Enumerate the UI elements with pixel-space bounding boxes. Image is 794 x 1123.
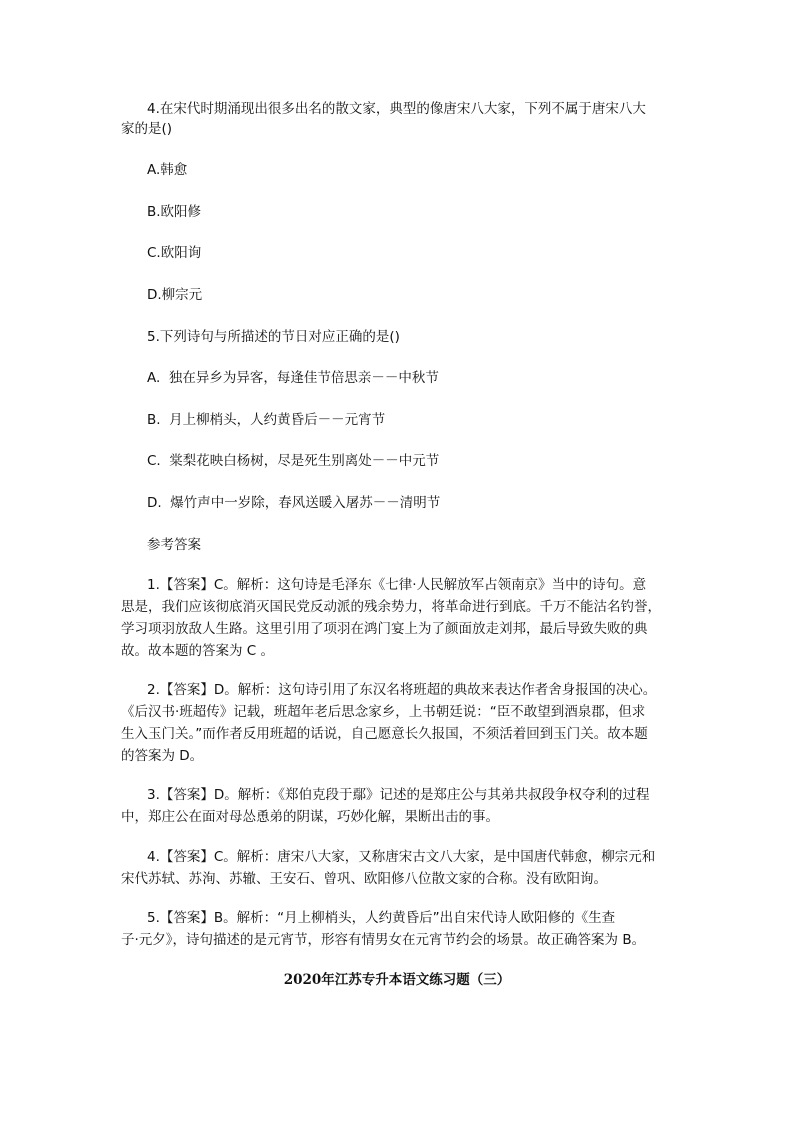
answer2-line1: 2.【答案】D。解析：这句诗引用了东汉名将班超的典故来表达作者舍身报国的决心。	[147, 682, 657, 698]
q5-stem: 5.下列诗句与所描述的节日对应正确的是()	[147, 329, 400, 345]
answer5-line1: 5.【答案】B。解析：“月上柳梢头，人约黄昏后”出自宋代诗人欧阳修的《生查	[147, 910, 616, 926]
answer5-line2: 子·元夕》，诗句描述的是元宵节，形容有情男女在元宵节约会的场景。故正确答案为 B。	[121, 932, 646, 948]
answer4-line1: 4.【答案】C。解析：唐宋八大家，又称唐宋古文八大家，是中国唐代韩愈，柳宗元和	[147, 849, 656, 865]
answer1-line2: 思是，我们应该彻底消灭国民党反动派的残余势力，将革命进行到底。千万不能沽名钓誉，	[121, 599, 661, 615]
answer1-line1: 1.【答案】C。解析：这句诗是毛泽东《七律·人民解放军占领南京》当中的诗句。意	[147, 577, 647, 593]
q5-option-a: A. 独在异乡为异客，每逢佳节倍思亲－－中秋节	[147, 370, 439, 386]
answer3-line2: 中，郑庄公在面对母怂恿弟的阴谋，巧妙化解，果断出击的事。	[121, 809, 499, 825]
q4-option-a: A.韩愈	[147, 162, 188, 178]
q5-option-b: B. 月上柳梢头，人约黄昏后－－元宵节	[147, 412, 386, 428]
q5-option-c: C. 棠梨花映白杨树，尽是死生别离处－－中元节	[147, 453, 440, 469]
answer2-line3: 生入玉门关。”而作者反用班超的话说，自己愿意长久报国，不须活着回到玉门关。故本题	[121, 726, 648, 742]
section-title: 2020年江苏专升本语文练习题（三）	[283, 972, 511, 988]
answer2-line4: 的答案为 D。	[121, 748, 204, 764]
q4-stem-line1: 4.在宋代时期涌现出很多出名的散文家，典型的像唐宋八大家，下列不属于唐宋八大	[147, 101, 646, 117]
answer2-line2: 《后汉书·班超传》记载，班超年老后思念家乡，上书朝廷说：“臣不敢望到酒泉郡，但求	[121, 704, 646, 720]
q4-stem-line2: 家的是()	[121, 121, 173, 137]
q5-option-d: D. 爆竹声中一岁除，春风送暖入屠苏－－清明节	[147, 495, 441, 511]
q4-option-b: B.欧阳修	[147, 204, 202, 220]
answer1-line4: 故。故本题的答案为 C 。	[121, 643, 275, 659]
answer4-line2: 宋代苏轼、苏洵、苏辙、王安石、曾巩、欧阳修八位散文家的合称。没有欧阳询。	[121, 871, 607, 887]
answer3-line1: 3.【答案】D。解析：《郑伯克段于鄢》记述的是郑庄公与其弟共叔段争权夺利的过程	[147, 787, 650, 803]
q4-option-c: C.欧阳询	[147, 245, 202, 261]
answer1-line3: 学习项羽放敌人生路。这里引用了项羽在鸿门宴上为了颜面放走刘邦，最后导致失败的典	[121, 621, 648, 637]
q4-option-d: D.柳宗元	[147, 287, 203, 303]
answers-heading: 参考答案	[147, 537, 201, 553]
